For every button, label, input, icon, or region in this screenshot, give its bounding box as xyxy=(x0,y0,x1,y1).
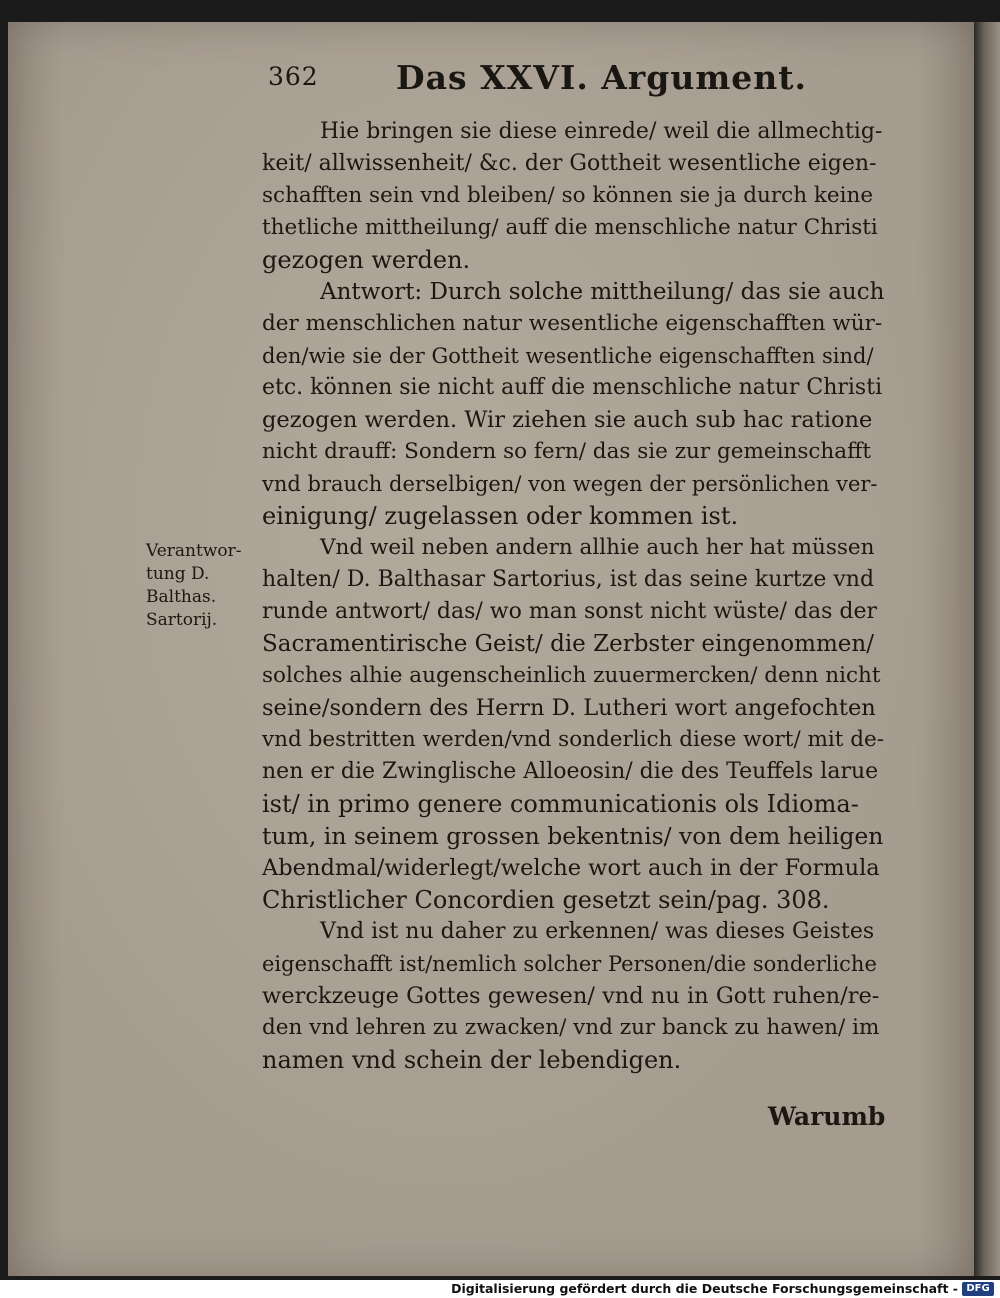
text-line: gezogen werden. Wir ziehen sie auch sub hac ratione xyxy=(262,407,873,433)
catchword: Warumb xyxy=(768,1102,886,1131)
text-line: vnd brauch derselbigen/ von wegen der persönlichen ver- xyxy=(262,472,878,496)
body-text xyxy=(262,116,884,1076)
text-line: nen er die Zwinglische Alloeosin/ die des Teuffels larue xyxy=(262,759,879,784)
text-line: Abendmal/widerlegt/welche wort auch in der Formula xyxy=(262,855,880,881)
text-line: Sacramentirische Geist/ die Zerbster eingenommen/ xyxy=(262,631,874,657)
running-head xyxy=(268,58,908,106)
text-line: halten/ D. Balthasar Sartorius, ist das seine kurtze vnd xyxy=(262,567,875,592)
text-line: etc. können sie nicht auff die menschliche natur Christi xyxy=(262,375,883,400)
text-line: eigenschafft ist/nemlich solcher Personen/die sonderliche xyxy=(262,952,877,976)
text-line: namen vnd schein der lebendigen. xyxy=(262,1046,682,1074)
dfg-logo-icon: DFG xyxy=(962,1282,994,1296)
text-line: schafften sein vnd bleiben/ so können sie ja durch keine xyxy=(262,183,874,208)
margin-note-line: Sartorij. xyxy=(146,610,218,630)
funding-credit: Digitalisierung gefördert durch die Deutsche Forschungsgemeinschaft - xyxy=(451,1281,958,1296)
chapter-title: Das XXVI. Argument. xyxy=(396,58,807,97)
text-line: Hie bringen sie diese einrede/ weil die allmechtig- xyxy=(320,119,883,144)
text-line: seine/sondern des Herrn D. Lutheri wort angefochten xyxy=(262,695,876,721)
text-line: Christlicher Concordien gesetzt sein/pag. 308. xyxy=(262,886,830,914)
text-line: den vnd lehren zu zwacken/ vnd zur banck zu hawen/ im xyxy=(262,1015,880,1040)
page-number: 362 xyxy=(268,62,319,91)
text-line: keit/ allwissenheit/ &c. der Gottheit wesentliche eigen- xyxy=(262,151,877,176)
text-line: Vnd ist nu daher zu erkennen/ was dieses Geistes xyxy=(320,919,875,944)
text-line: thetliche mittheilung/ auff die menschliche natur Christi xyxy=(262,215,878,240)
text-line: runde antwort/ das/ wo man sonst nicht wüste/ das der xyxy=(262,599,878,624)
margin-note-line: Balthas. xyxy=(146,587,217,607)
margin-note-line: tung D. xyxy=(146,564,210,584)
text-line: Vnd weil neben andern allhie auch her hat müssen xyxy=(320,535,875,560)
text-line: einigung/ zugelassen oder kommen ist. xyxy=(262,502,739,530)
text-line: vnd bestritten werden/vnd sonderlich diese wort/ mit de- xyxy=(262,727,884,752)
text-line: Antwort: Durch solche mittheilung/ das sie auch xyxy=(320,279,884,305)
text-line: ist/ in primo genere communicationis ols Idioma- xyxy=(262,790,859,818)
text-line: solches alhie augenscheinlich zuuermercken/ denn nicht xyxy=(262,663,881,688)
margin-note xyxy=(146,540,256,632)
page-edge xyxy=(974,22,1000,1276)
text-line: nicht drauff: Sondern so fern/ das sie zur gemeinschafft xyxy=(262,439,871,464)
margin-note-line: Verantwor- xyxy=(146,541,242,561)
text-line: den/wie sie der Gottheit wesentliche eigenschafften sind/ xyxy=(262,344,874,368)
text-line: gezogen werden. xyxy=(262,246,471,274)
text-line: tum, in seinem grossen bekentnis/ von dem heiligen xyxy=(262,822,884,850)
text-line: der menschlichen natur wesentliche eigenschafften wür- xyxy=(262,311,883,336)
digitization-footer xyxy=(0,1280,1000,1298)
text-line: werckzeuge Gottes gewesen/ vnd nu in Gott ruhen/re- xyxy=(262,983,880,1009)
